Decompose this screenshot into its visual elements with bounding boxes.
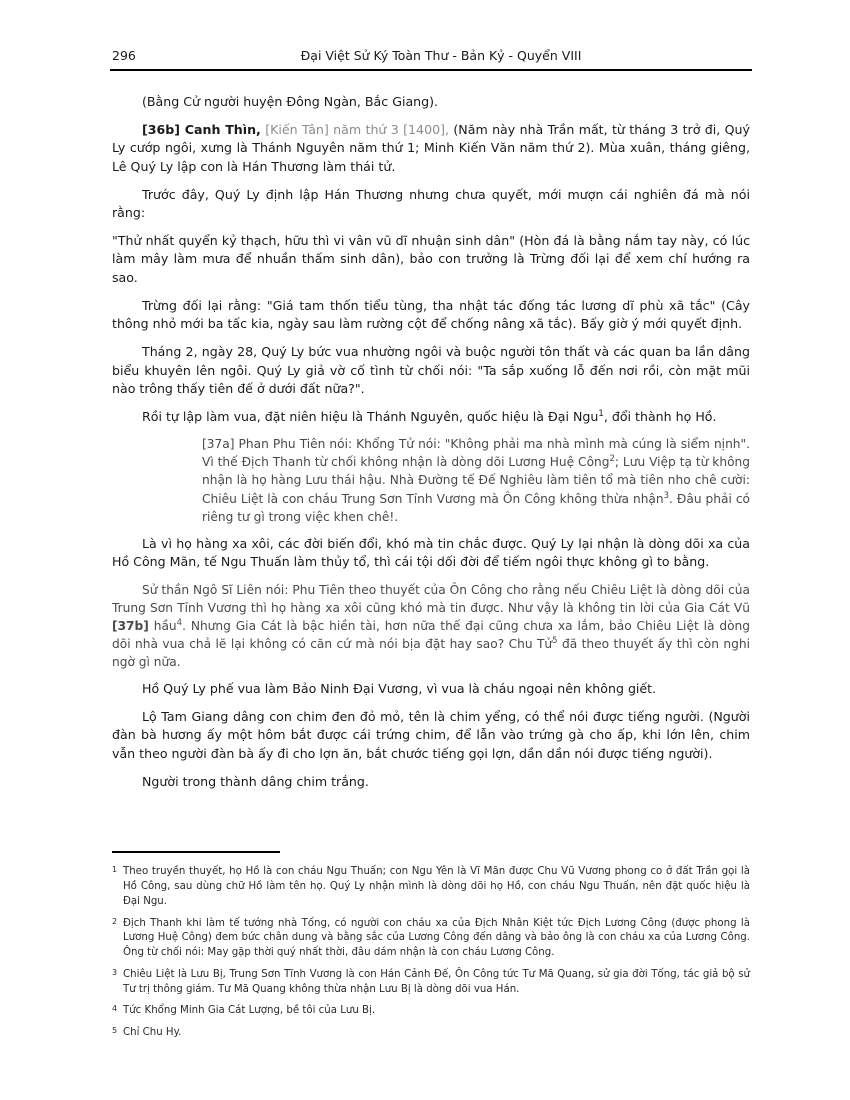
- footnote-item: [112, 968, 750, 998]
- footnote-text: Chỉ Chu Hy.: [123, 1027, 182, 1039]
- footnote-item: [112, 865, 750, 909]
- paragraph-2: [112, 121, 750, 177]
- footnote-text: Địch Thanh khi làm tế tướng nhà Tống, có người con cháu xa của Địch Nhân Kiệt tức Địch Lương Công (được phong là Lương Huệ Công) đem bức chân dung và bằng sắc của Lương Công đến dâng và bảo ông là con cháu xa của Lương Công. Ông từ chối nói: May gặp thời quý nhất thời, đâu dám nhận là con cháu Lương Công.: [123, 917, 750, 959]
- paragraph-1: (Bằng Cử người huyện Đông Ngàn, Bắc Giang).: [142, 94, 439, 109]
- footnote-ref-3: 3: [663, 490, 670, 501]
- paragraph-12: Người trong thành dâng chim trắng.: [142, 773, 369, 789]
- paragraph-5: Trừng đối lại rằng: "Giá tam thốn tiểu tùng, tha nhật tác đống tác lương dĩ phù xã tắc" (Cây thông nhỏ mới ba tấc kia, ngày sau làm rường cột để chống nâng xã tắc). Bấy giờ ý mới quyết định.: [112, 297, 750, 332]
- footnote-text: Theo truyền thuyết, họ Hồ là con cháu Ngu Thuấn; con Ngu Yên là Vĩ Mãn được Chu Vũ Vương phong co ở đất Trần gọi là Hồ Công, sau dùng chữ Hồ làm tên họ. Quý Ly nhận mình là dòng dõi họ Hồ, con cháu Ngu Thuấn, nên đặt quốc hiệu là Đại Ngu.: [123, 866, 750, 907]
- footnote-item: [112, 1026, 750, 1041]
- era-note: [Kiến Tân] năm thứ 3 [1400],: [265, 121, 450, 137]
- footnote-marker: 1: [112, 865, 118, 875]
- paragraph-7-a: Rồi tự lập làm vua, đặt niên hiệu là Thánh Nguyên, quốc hiệu là Đại Ngu: [142, 408, 599, 424]
- footnote-text: Tức Khổng Minh Gia Cát Lượng, bề tôi của Lưu Bị.: [123, 1005, 376, 1017]
- paragraph-11: Lộ Tam Giang dâng con chim đen đỏ mỏ, tên là chim yểng, có thể nói được tiếng người. (Người đàn bà hương ấy một hôm bắt được cái trứng chim, để lẫn vào trứng gà cho ấp, khi lớn lên, chim vẫn theo người đàn bà ấy đi cho lợn ăn, bắt chước tiếng gọi lợn, dần dần nói được tiếng người).: [112, 708, 750, 761]
- paragraph-7: [112, 408, 750, 427]
- commentary2-part-a: Sử thần Ngô Sĩ Liên nói: Phu Tiên theo thuyết của Ôn Công cho rằng nếu Chiêu Liệt là dòng dõi của Trung Sơn Tỉnh Vương thì họ hàng xa xôi cũng khó mà tin được. Như vậy là không tin lời của Gia Cát Vũ: [112, 582, 750, 615]
- paragraph-2-text: (Năm này nhà Trần mất, từ tháng 3 trở đi, Quý Ly cướp ngôi, xưng là Thánh Nguyên năm thứ 1; Minh Kiến Văn năm thứ 2). Mùa xuân, tháng giêng, Lê Quý Ly lập con là Hán Thương làm thái tử.: [112, 121, 750, 174]
- footnote-divider: [112, 851, 280, 853]
- commentary-part-c: . Đâu phải có riêng tư gì trong việc khen chê!.: [202, 491, 750, 524]
- footnote-text: Chiêu Liệt là Lưu Bị, Trung Sơn Tĩnh Vương là con Hán Cảnh Đế, Ôn Công tức Tư Mã Quang, sử gia đời Tống, tác giả bộ sử Tư trị thông giám. Tư Mã Quang không thừa nhận Lưu Bị là dòng dõi vua Hán.: [123, 968, 750, 995]
- footnotes-section: [112, 851, 750, 1048]
- paragraph-7-b: , đổi thành họ Hồ.: [603, 408, 717, 424]
- header-title: Đại Việt Sử Ký Toàn Thư - Bản Kỷ - Quyển VIII: [300, 48, 582, 63]
- commentary-part-a: [37a] Phan Phu Tiên nói: Khổng Tử nói: "Không phải ma nhà mình mà cúng là siểm nịnh". Vì thế Địch Thanh từ chối không nhận là dòng dõi Lương Huệ Công: [202, 437, 750, 470]
- footnote-marker: 4: [112, 1004, 118, 1014]
- footnote-marker: 3: [112, 967, 118, 977]
- footnote-item: [112, 917, 750, 961]
- footnote-ref-2: 2: [609, 454, 615, 465]
- document-body: [112, 93, 750, 791]
- paragraph-10: Hồ Quý Ly phế vua làm Bảo Ninh Đại Vương, vì vua là cháu ngoại nên không giết.: [142, 681, 657, 697]
- footnote-ref-4: 4: [176, 617, 183, 628]
- commentary2-part-c: . Nhưng Gia Cát là bậc hiền tài, hơn nữa thế đại cũng chưa xa lắm, bảo Chiêu Liệt là dòng dõi nhà vua chả lẽ lại không có căn cứ mà nói bịa đặt hay sao? Chu Tử: [112, 618, 751, 651]
- entry-marker-37b: [37b]: [112, 618, 149, 633]
- commentary-ngo-si-lien: [112, 581, 750, 671]
- commentary2-part-b: hầu: [153, 618, 177, 633]
- footnote-ref-1: 1: [598, 408, 604, 419]
- footnote-item: [112, 1004, 750, 1019]
- page-header: [112, 48, 750, 69]
- paragraph-6: Tháng 2, ngày 28, Quý Ly bức vua nhường ngôi và buộc người tôn thất và các quan ba lần dâng biểu khuyên lên ngôi. Quý Ly giả vờ cố tình từ chối nói: "Ta sắp xuống lỗ đến nơi rồi, còn mặt mũi nào trông thấy tiên đế ở dưới đất nữa?".: [112, 343, 750, 397]
- header-divider: [110, 69, 752, 71]
- entry-marker-36b: [36b] Canh Thìn,: [142, 121, 261, 137]
- commentary-phan-phu-tien: [112, 435, 750, 525]
- page-number: 296: [112, 48, 136, 63]
- footnote-marker: 5: [112, 1026, 118, 1036]
- commentary-part-b: ; Lưu Việp tạ từ không nhận là họ hàng Lưu thái hậu. Nhà Đường tế Đế Nghiêu làm tiên tổ mà tiên nho chê cười: Chiêu Liệt là con cháu Trung Sơn Tỉnh Vương mà Ôn Công không thừa nhận: [202, 455, 750, 506]
- paragraph-4: "Thử nhất quyển kỷ thạch, hữu thì vi vân vũ dĩ nhuận sinh dân" (Hòn đá là bằng nắm tay này, có lúc làm mây làm mưa để nhuần thấm sinh dân), bảo con trưởng là Trừng đối lại để xem chí hướng ra sao.: [112, 232, 750, 285]
- commentary2-part-d: đã theo thuyết ấy thì còn nghi ngờ gì nữa.: [112, 637, 750, 670]
- paragraph-8: Là vì họ hàng xa xôi, các đời biến đổi, khó mà tin chắc được. Quý Ly lại nhận là dòng dõi xa của Hồ Công Mãn, tế Ngu Thuấn làm thủy tổ, thì cái tội dối đời để tiếm ngôi thực không gì to bằng.: [112, 535, 750, 570]
- footnote-ref-5: 5: [552, 635, 558, 646]
- paragraph-3: Trước đây, Quý Ly định lập Hán Thương nhưng chưa quyết, mới mượn cái nghiên đá mà nói rằng:: [112, 186, 750, 221]
- footnote-marker: 2: [112, 916, 118, 926]
